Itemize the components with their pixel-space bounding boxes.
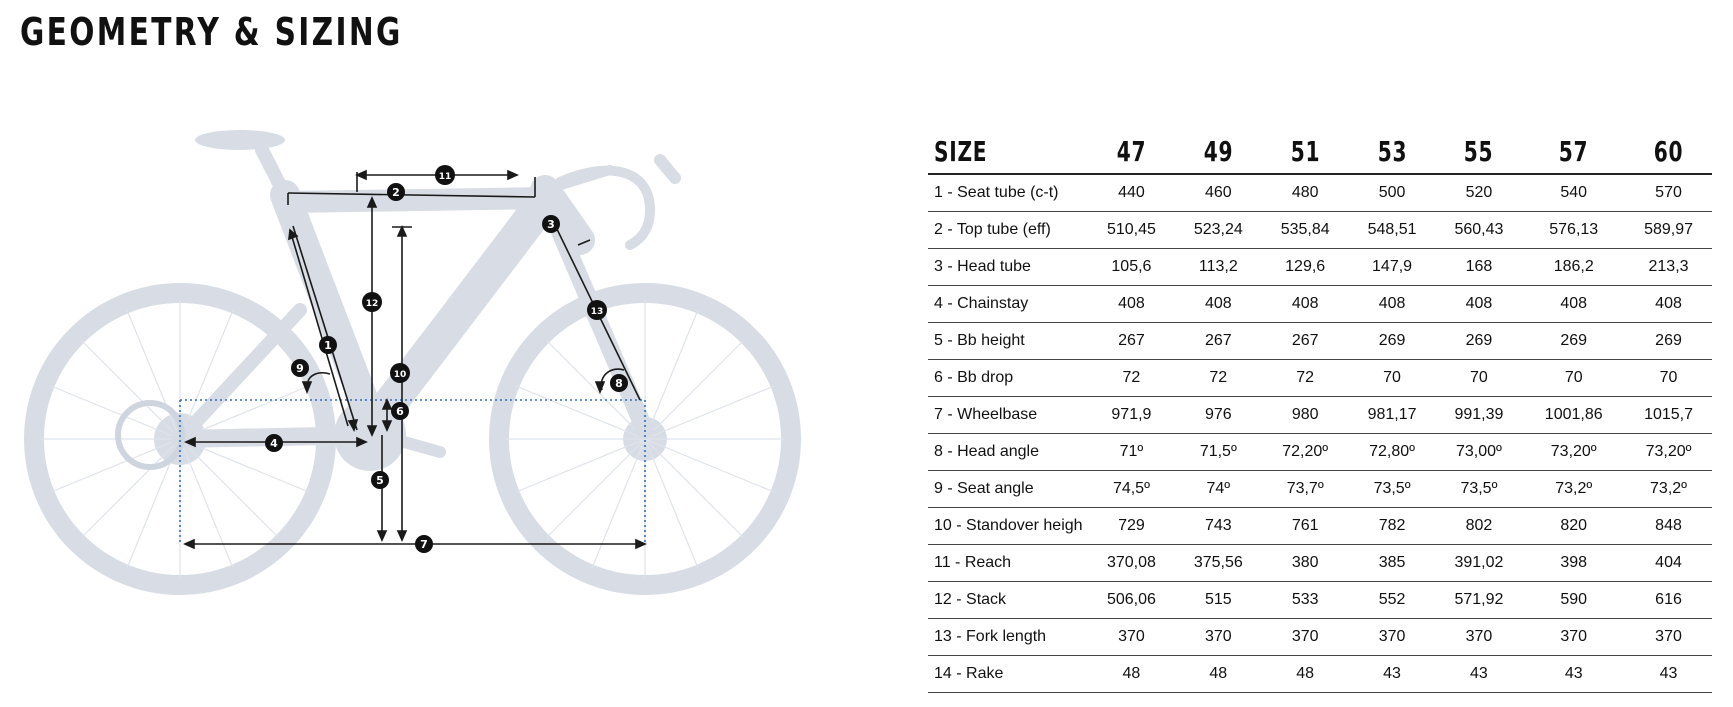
- callout-7-label: 7: [420, 538, 428, 551]
- size-column-header: [1088, 130, 1175, 174]
- size-header-label: SIZE: [934, 135, 988, 168]
- table-cell: 370: [1625, 619, 1712, 656]
- callout-3: [542, 215, 560, 233]
- row-label: 3 - Head tube: [928, 249, 1088, 286]
- table-row: [928, 212, 1712, 249]
- table-cell: 213,3: [1625, 249, 1712, 286]
- table-cell: 72: [1175, 360, 1262, 397]
- table-cell: 267: [1262, 323, 1349, 360]
- callout-9-label: 9: [296, 362, 304, 375]
- table-cell: 980: [1262, 397, 1349, 434]
- table-cell: 1001,86: [1522, 397, 1625, 434]
- table-cell: 269: [1522, 323, 1625, 360]
- table-cell: 391,02: [1436, 545, 1523, 582]
- size-column-header: [1625, 130, 1712, 174]
- table-cell: 729: [1088, 508, 1175, 545]
- table-cell: 520: [1436, 174, 1523, 212]
- row-label: 1 - Seat tube (c-t): [928, 174, 1088, 212]
- table-cell: 186,2: [1522, 249, 1625, 286]
- callout-10-label: 10: [393, 370, 407, 380]
- table-cell: 506,06: [1088, 582, 1175, 619]
- table-cell: 267: [1088, 323, 1175, 360]
- size-column-header: [1175, 130, 1262, 174]
- table-cell: 43: [1625, 656, 1712, 693]
- table-cell: 370: [1436, 619, 1523, 656]
- size-55: 55: [1464, 135, 1494, 168]
- geometry-table: [928, 130, 1712, 693]
- row-label: 10 - Standover heigh: [928, 508, 1088, 545]
- page-title: [20, 10, 403, 54]
- table-cell: 147,9: [1349, 249, 1436, 286]
- row-label: 2 - Top tube (eff): [928, 212, 1088, 249]
- table-row: [928, 471, 1712, 508]
- table-cell: 74,5º: [1088, 471, 1175, 508]
- table-cell: 73,2º: [1625, 471, 1712, 508]
- bike-geometry-diagram: [0, 130, 820, 650]
- table-cell: 408: [1349, 286, 1436, 323]
- table-cell: 570: [1625, 174, 1712, 212]
- callout-11-label: 11: [438, 172, 452, 182]
- table-cell: 375,56: [1175, 545, 1262, 582]
- callout-13: [587, 300, 607, 320]
- table-cell: 408: [1522, 286, 1625, 323]
- bike-silhouette: [0, 130, 820, 640]
- table-cell: 269: [1349, 323, 1436, 360]
- table-cell: 70: [1349, 360, 1436, 397]
- table-cell: 404: [1625, 545, 1712, 582]
- row-label: 7 - Wheelbase: [928, 397, 1088, 434]
- callout-9: [291, 359, 309, 377]
- callout-12: [362, 292, 382, 312]
- table-cell: 460: [1175, 174, 1262, 212]
- table-cell: 560,43: [1436, 212, 1523, 249]
- table-cell: 535,84: [1262, 212, 1349, 249]
- table-cell: 576,13: [1522, 212, 1625, 249]
- callout-1-label: 1: [324, 339, 332, 352]
- table-cell: 408: [1262, 286, 1349, 323]
- table-cell: 590: [1522, 582, 1625, 619]
- table-row: [928, 545, 1712, 582]
- table-cell: 269: [1436, 323, 1523, 360]
- callout-10: [390, 363, 410, 383]
- size-51: 51: [1290, 135, 1320, 168]
- table-cell: 408: [1625, 286, 1712, 323]
- table-cell: 408: [1175, 286, 1262, 323]
- table-row: [928, 656, 1712, 693]
- table-cell: 370: [1088, 619, 1175, 656]
- table-row: [928, 323, 1712, 360]
- table-cell: 48: [1175, 656, 1262, 693]
- table-cell: 981,17: [1349, 397, 1436, 434]
- table-cell: 761: [1262, 508, 1349, 545]
- callout-3-label: 3: [547, 218, 555, 231]
- table-cell: 589,97: [1625, 212, 1712, 249]
- table-cell: 540: [1522, 174, 1625, 212]
- size-57: 57: [1558, 135, 1589, 168]
- table-row: [928, 249, 1712, 286]
- table-cell: 515: [1175, 582, 1262, 619]
- table-cell: 73,00º: [1436, 434, 1523, 471]
- table-cell: 73,20º: [1522, 434, 1625, 471]
- table-cell: 269: [1625, 323, 1712, 360]
- size-49: 49: [1203, 135, 1234, 168]
- table-cell: 73,5º: [1436, 471, 1523, 508]
- table-cell: 70: [1625, 360, 1712, 397]
- size-column-header: [1262, 130, 1349, 174]
- table-row: [928, 397, 1712, 434]
- size-47: 47: [1116, 135, 1147, 168]
- table-row: [928, 619, 1712, 656]
- table-cell: 820: [1522, 508, 1625, 545]
- table-cell: 616: [1625, 582, 1712, 619]
- callout-8-label: 8: [615, 377, 623, 390]
- table-row: [928, 582, 1712, 619]
- row-label: 13 - Fork length: [928, 619, 1088, 656]
- table-cell: 73,7º: [1262, 471, 1349, 508]
- table-cell: 480: [1262, 174, 1349, 212]
- size-header-row: [928, 130, 1712, 174]
- table-cell: 71º: [1088, 434, 1175, 471]
- callout-2: [387, 183, 405, 201]
- table-cell: 385: [1349, 545, 1436, 582]
- table-cell: 370: [1349, 619, 1436, 656]
- table-cell: 267: [1175, 323, 1262, 360]
- table-cell: 72,20º: [1262, 434, 1349, 471]
- callout-4: [265, 434, 283, 452]
- size-column-header: [1436, 130, 1523, 174]
- row-label: 4 - Chainstay: [928, 286, 1088, 323]
- size-53: 53: [1377, 135, 1407, 168]
- table-cell: 782: [1349, 508, 1436, 545]
- size-column-header: [1349, 130, 1436, 174]
- table-cell: 74º: [1175, 471, 1262, 508]
- table-cell: 73,5º: [1349, 471, 1436, 508]
- callout-1: [319, 336, 337, 354]
- table-cell: 533: [1262, 582, 1349, 619]
- table-cell: 168: [1436, 249, 1523, 286]
- table-cell: 571,92: [1436, 582, 1523, 619]
- table-cell: 73,20º: [1625, 434, 1712, 471]
- table-cell: 72: [1262, 360, 1349, 397]
- callout-6-label: 6: [396, 405, 404, 418]
- table-cell: 72,80º: [1349, 434, 1436, 471]
- callout-6: [391, 402, 409, 420]
- table-cell: 802: [1436, 508, 1523, 545]
- callout-12-label: 12: [365, 299, 379, 309]
- callout-11: [435, 165, 455, 185]
- table-cell: 991,39: [1436, 397, 1523, 434]
- table-cell: 72: [1088, 360, 1175, 397]
- table-cell: 105,6: [1088, 249, 1175, 286]
- table-cell: 43: [1349, 656, 1436, 693]
- callout-5: [371, 471, 389, 489]
- table-cell: 380: [1262, 545, 1349, 582]
- row-label: 6 - Bb drop: [928, 360, 1088, 397]
- size-60: 60: [1653, 135, 1684, 168]
- table-cell: 370: [1175, 619, 1262, 656]
- table-cell: 113,2: [1175, 249, 1262, 286]
- table-cell: 523,24: [1175, 212, 1262, 249]
- table-cell: 552: [1349, 582, 1436, 619]
- table-cell: 1015,7: [1625, 397, 1712, 434]
- table-cell: 73,2º: [1522, 471, 1625, 508]
- table-cell: 440: [1088, 174, 1175, 212]
- table-row: [928, 508, 1712, 545]
- table-cell: 971,9: [1088, 397, 1175, 434]
- size-header: [928, 130, 1088, 174]
- table-cell: 408: [1436, 286, 1523, 323]
- geometry-table-body: [928, 174, 1712, 693]
- table-cell: 510,45: [1088, 212, 1175, 249]
- table-cell: 43: [1522, 656, 1625, 693]
- table-cell: 70: [1522, 360, 1625, 397]
- row-label: 5 - Bb height: [928, 323, 1088, 360]
- table-cell: 500: [1349, 174, 1436, 212]
- table-cell: 408: [1088, 286, 1175, 323]
- table-cell: 848: [1625, 508, 1712, 545]
- page-title-text: GEOMETRY & SIZING: [20, 10, 403, 54]
- table-cell: 370: [1262, 619, 1349, 656]
- callout-2-label: 2: [392, 186, 400, 199]
- table-cell: 548,51: [1349, 212, 1436, 249]
- table-cell: 743: [1175, 508, 1262, 545]
- table-cell: 48: [1262, 656, 1349, 693]
- table-cell: 370,08: [1088, 545, 1175, 582]
- table-row: [928, 174, 1712, 212]
- callout-8: [610, 374, 628, 392]
- callout-7: [415, 535, 433, 553]
- table-row: [928, 360, 1712, 397]
- table-cell: 129,6: [1262, 249, 1349, 286]
- row-label: 11 - Reach: [928, 545, 1088, 582]
- row-label: 9 - Seat angle: [928, 471, 1088, 508]
- table-cell: 976: [1175, 397, 1262, 434]
- row-label: 12 - Stack: [928, 582, 1088, 619]
- table-cell: 43: [1436, 656, 1523, 693]
- table-row: [928, 434, 1712, 471]
- callout-4-label: 4: [270, 437, 278, 450]
- size-column-header: [1522, 130, 1625, 174]
- table-cell: 370: [1522, 619, 1625, 656]
- callout-13-label: 13: [590, 307, 604, 317]
- row-label: 14 - Rake: [928, 656, 1088, 693]
- row-label: 8 - Head angle: [928, 434, 1088, 471]
- table-cell: 48: [1088, 656, 1175, 693]
- table-cell: 71,5º: [1175, 434, 1262, 471]
- callout-5-label: 5: [376, 474, 384, 487]
- table-cell: 398: [1522, 545, 1625, 582]
- table-cell: 70: [1436, 360, 1523, 397]
- table-row: [928, 286, 1712, 323]
